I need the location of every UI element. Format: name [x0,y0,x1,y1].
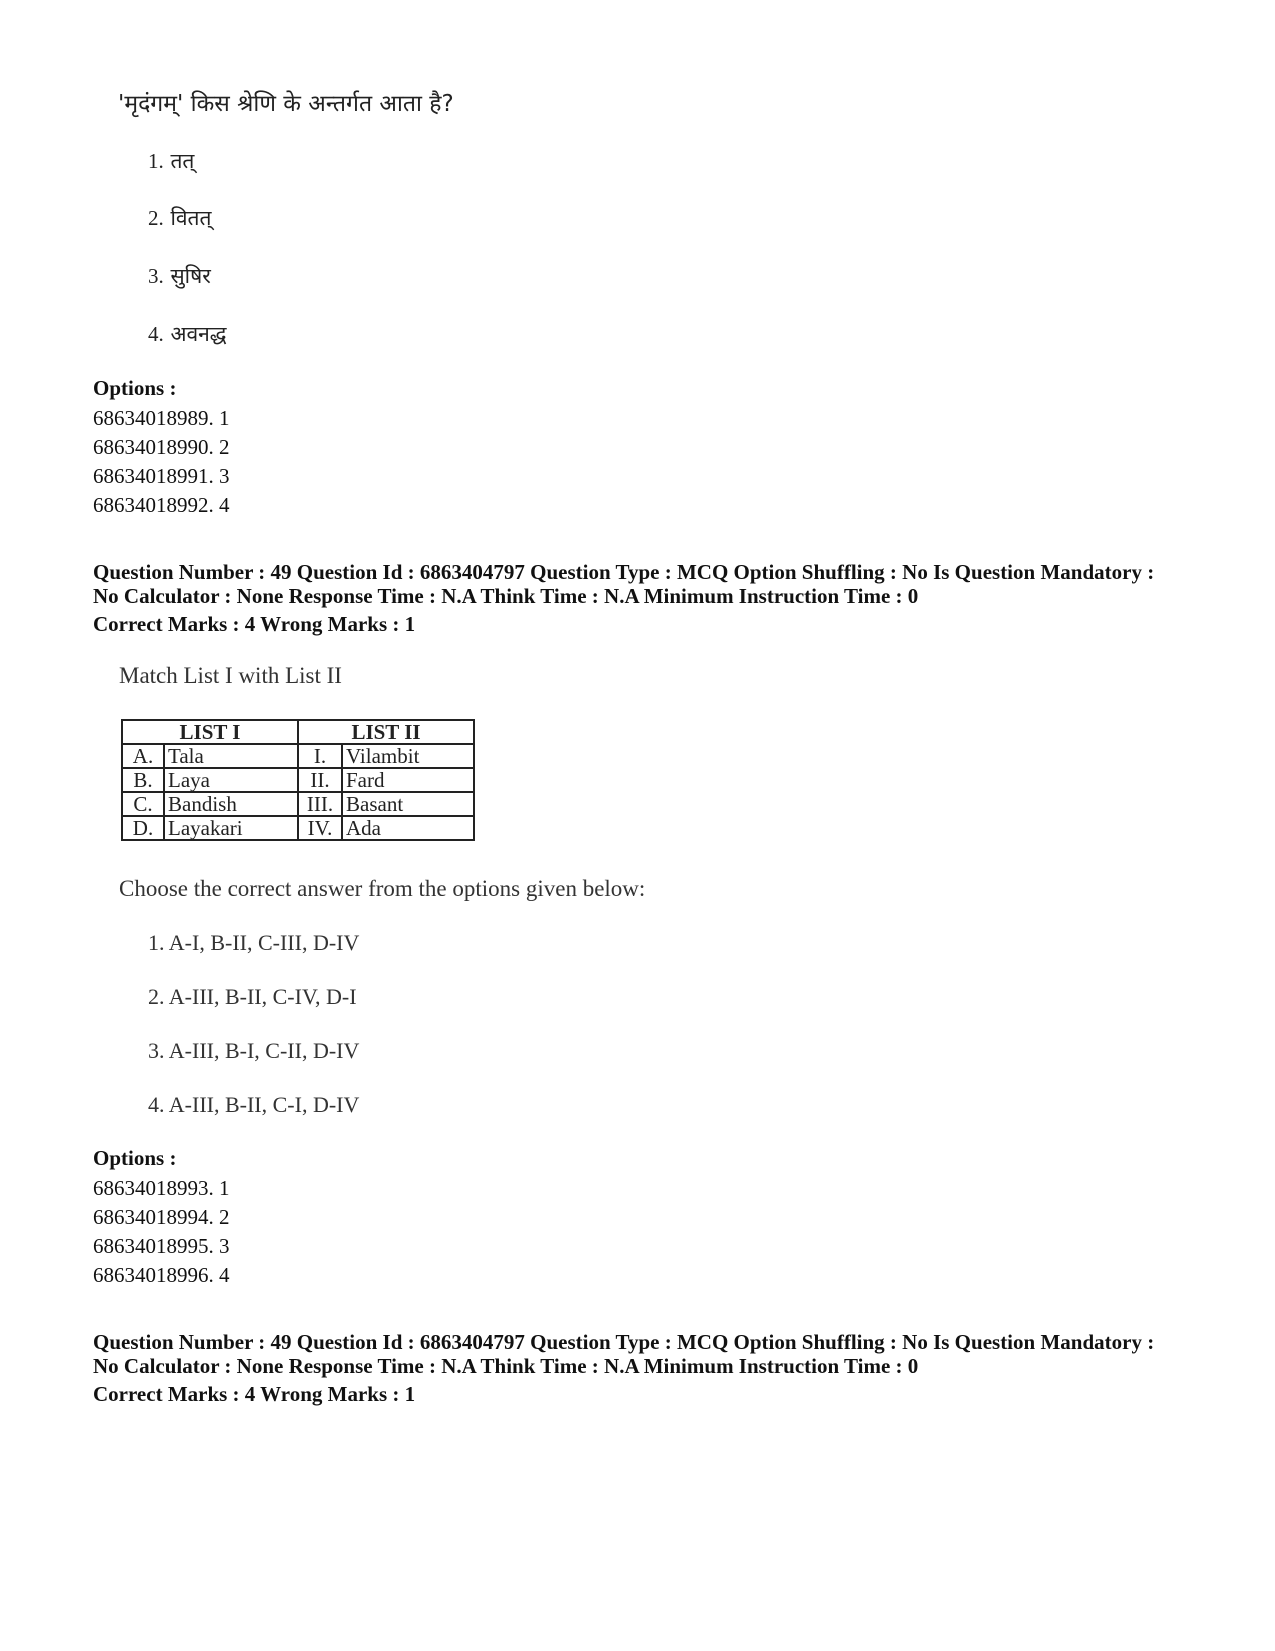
list-1-letter: D. [122,816,164,840]
table-row [122,792,474,816]
table-row [122,816,474,840]
marks-line: Correct Marks : 4 Wrong Marks : 1 [93,612,416,636]
question-meta-line-1: Question Number : 49 Question Id : 6863404797 Question Type : MCQ Option Shuffling : No Is Question Mandatory : [93,560,1155,584]
list-1-letter: A. [122,744,164,768]
list-2-numeral: IV. [298,816,342,840]
match-table [121,719,475,841]
option-id: 68634018993. 1 [93,1176,230,1200]
options-list [93,404,230,520]
choice-number: 4. [148,322,164,346]
list-2-numeral: III. [298,792,342,816]
list-2-item: Basant [342,792,474,816]
option-id: 68634018989. 1 [93,406,230,430]
answer-choice-3: 3. A-III, B-I, C-II, D-IV [148,1038,360,1063]
options-label: Options : [93,1146,177,1170]
question-meta-line-2: No Calculator : None Response Time : N.A Think Time : N.A Minimum Instruction Time : 0 [93,1354,919,1378]
table-row [122,744,474,768]
option-id: 68634018992. 4 [93,493,230,517]
option-id: 68634018990. 2 [93,435,230,459]
list-1-letter: B. [122,768,164,792]
instruction-text: Choose the correct answer from the options given below: [119,876,646,901]
list-1-item: Layakari [164,816,298,840]
list-1-item: Tala [164,744,298,768]
options-label: Options : [93,376,177,400]
list-1-item: Laya [164,768,298,792]
answer-choice-2: 2. A-III, B-II, C-IV, D-I [148,984,357,1009]
list-2-item: Fard [342,768,474,792]
table-header-row [122,720,474,744]
question-meta-line-2: No Calculator : None Response Time : N.A Think Time : N.A Minimum Instruction Time : 0 [93,584,919,608]
answer-choice-1: 1. A-I, B-II, C-III, D-IV [148,930,360,955]
marks-line: Correct Marks : 4 Wrong Marks : 1 [93,1382,416,1406]
choice-number: 1. [148,149,164,173]
question-prompt: Match List I with List II [119,663,342,688]
list-1-letter: C. [122,792,164,816]
option-id: 68634018995. 3 [93,1234,230,1258]
list-2-numeral: II. [298,768,342,792]
answer-choice-4: 4. A-III, B-II, C-I, D-IV [148,1092,360,1117]
list-1-item: Bandish [164,792,298,816]
list-2-item: Ada [342,816,474,840]
choice-number: 3. [148,264,164,288]
answer-choice-2 [148,204,212,232]
question-meta-line-1: Question Number : 49 Question Id : 6863404797 Question Type : MCQ Option Shuffling : No Is Question Mandatory : [93,1330,1155,1354]
answer-choice-3 [148,262,211,290]
choice-text: तत् [170,149,195,173]
choice-text: वितत् [170,206,212,230]
choice-text: सुषिर [170,264,211,288]
list-2-item: Vilambit [342,744,474,768]
option-id: 68634018994. 2 [93,1205,230,1229]
table-row [122,768,474,792]
choice-text: अवनद्ध [170,322,227,346]
answer-choice-1 [148,147,194,175]
option-id: 68634018996. 4 [93,1263,230,1287]
answer-choice-4 [148,320,227,348]
option-id: 68634018991. 3 [93,464,230,488]
list-1-header: LIST I [122,720,298,744]
list-2-header: LIST II [298,720,474,744]
question-text: 'मृदंगम्' किस श्रेणि के अन्तर्गत आता है? [118,91,454,117]
list-2-numeral: I. [298,744,342,768]
choice-number: 2. [148,206,164,230]
options-list [93,1174,230,1290]
